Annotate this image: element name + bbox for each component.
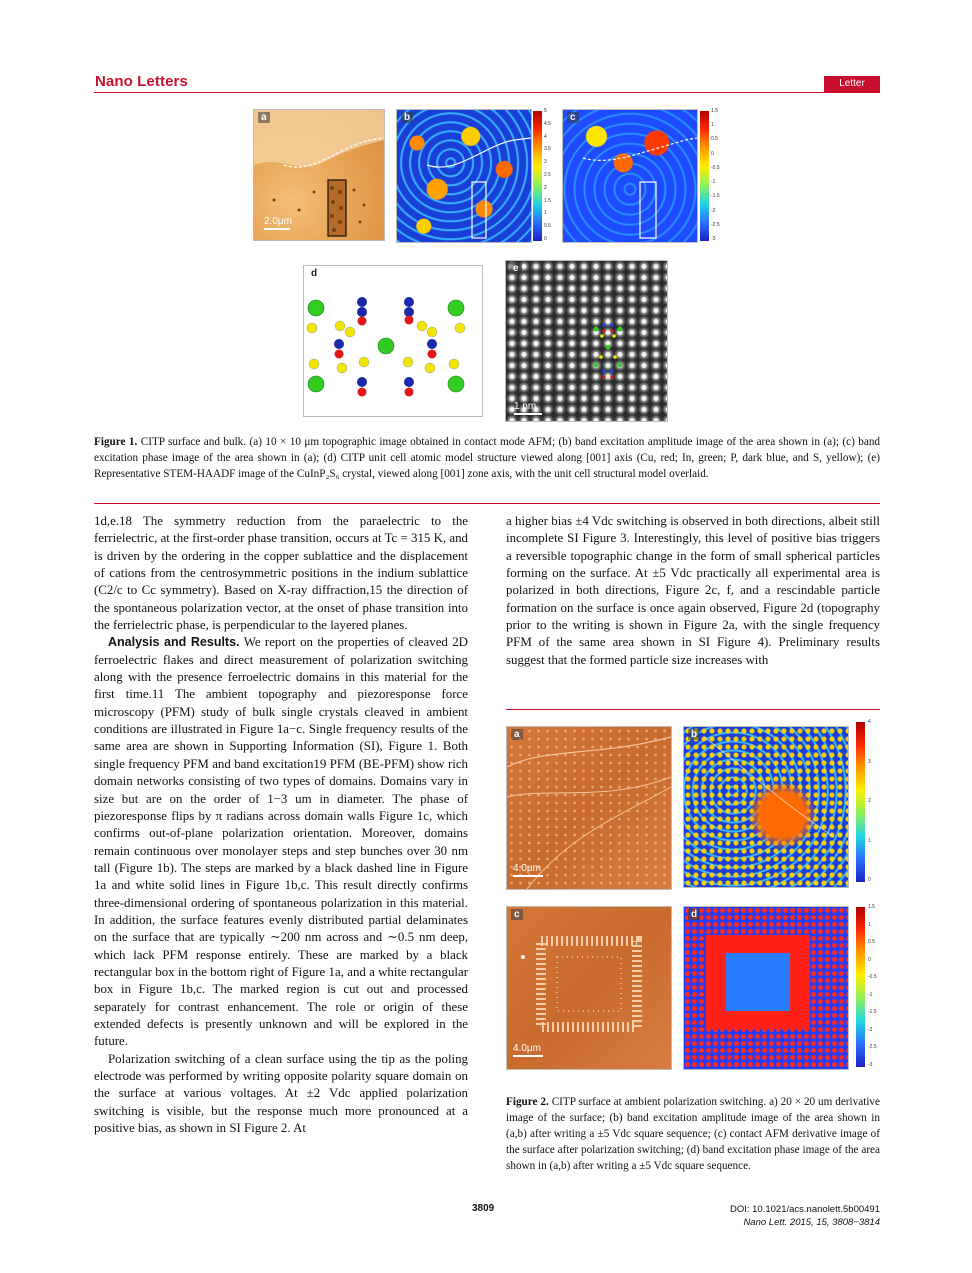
- figure1-panel-b-label: b: [401, 112, 413, 123]
- figure1-panel-e-scale-text: 1 nm: [514, 401, 537, 412]
- figure1-panel-b: [396, 109, 532, 243]
- article-type-badge: Letter: [824, 76, 880, 92]
- figure2-panel-c-scalebar: [513, 1043, 543, 1057]
- figure2-panel-d-colorbar-tick: -1: [868, 991, 873, 998]
- figure2-panel-b-label: b: [688, 729, 700, 740]
- citation-text: Nano Lett. 2015, 15, 3808−3814: [743, 1217, 880, 1228]
- figure2-panel-a-label: a: [511, 729, 523, 740]
- figure2-panel-d: [683, 906, 849, 1070]
- figure1-panel-b-colorbar: [533, 111, 542, 241]
- header-rule: [94, 92, 880, 93]
- figure1-panel-c-overlay: [563, 110, 697, 242]
- figure1-panel-c-label: c: [567, 112, 579, 123]
- figure1-panel-b-colorbar-tick: 3.5: [544, 146, 551, 153]
- figure1-caption-text: CITP surface and bulk. (a) 10 × 10 μm topographic image obtained in contact mode AFM; (b) band excitation amplitude image of the area shown in (a); (c) band excitation phase image of the area shown in (a); (d) CITP unit cell atomic model structure viewed along [001] axis (Cu, red; In, green; P, dark blue, and S, yellow); (e) Representative STEM-HAADF image of the CuInP₂S₆ crystal, viewed along [001] zone axis, with the unit cell structural model overlaid.: [94, 436, 881, 480]
- left-paragraph-3: Polarization switching of a clean surface using the tip as the poling electrode was performed by writing opposite polarity square domain on the surface at various voltages. At ±2 Vdc applied polarization switching is visible, but the response much more pronounced at a positive bias, as shown in SI Figure 2. At: [94, 1051, 468, 1136]
- figure2-panel-d-image: [684, 907, 848, 1069]
- figure1-panel-b-colorbar-tick: 1.5: [544, 197, 551, 204]
- figure1-panel-b-colorbar-tick: 0.5: [544, 223, 551, 230]
- figure2-panel-b-colorbar: [856, 722, 865, 882]
- figure2-panel-d-colorbar-ticks: [868, 904, 880, 1068]
- figure1-panel-c-colorbar-tick: 0.5: [711, 136, 718, 143]
- figure2-panel-b-overlay: [684, 727, 848, 887]
- figure2-panel-c: [506, 906, 672, 1070]
- footer-citation-block: [730, 1203, 880, 1229]
- figure1-panel-c-colorbar-tick: -0.5: [711, 164, 720, 171]
- figure1-panel-b-colorbar-tick: 2.5: [544, 172, 551, 178]
- figure2-panel-d-colorbar-tick: -2: [868, 1026, 873, 1033]
- figure2-caption-label: Figure 2.: [506, 1096, 549, 1108]
- left-paragraph-1: 1d,e.18 The symmetry reduction from the paraelectric to the ferrielectric, at the first-order phase transition, occurs at Tc = 315 K, and is driven by the ordering in the copper sublattice and the displacement of cations from the centrosymmetric positions in the indium sublattice (C2/c to Cc symmetry). Based on X-ray diffraction,15 the direction of the spontaneous polarization vector, at the onset of phase transition into the ferrielectric phase, is perpendicular to the layered planes.: [94, 514, 468, 633]
- figure2-panel-a-scale-text: 4.0μm: [513, 863, 541, 874]
- figure1-panel-b-colorbar-tick: 1: [544, 210, 547, 217]
- figure2-panel-d-colorbar-tick: -3: [868, 1062, 873, 1068]
- figure1-panel-c: [562, 109, 698, 243]
- figure1-panel-b-colorbar-tick: 3: [544, 159, 547, 166]
- figure1-panel-a-scalebar: [264, 216, 292, 230]
- figure2-panel-d-colorbar-tick: 0: [868, 956, 871, 963]
- figure1-panel-e: [505, 260, 668, 422]
- figure1-panel-c-colorbar-ticks: [711, 108, 727, 242]
- figure1-panel-c-colorbar-tick: -1.5: [711, 193, 720, 200]
- figure2-caption: [506, 1094, 880, 1174]
- figure2-caption-text: CITP surface at ambient polarization switching. a) 20 × 20 um derivative image of the surface; (b) band excitation amplitude image of the area shown in (a,b) after writing a ±5 Vdc square sequence; (c) contact AFM derivative image of the surface after polarization switching; (d) band excitation phase image of the area shown in (a,b) after writing a ±5 Vdc square sequence.: [506, 1096, 880, 1172]
- figure2-panel-a: [506, 726, 672, 890]
- figure1-panel-d-label: d: [308, 268, 320, 279]
- right-column: [506, 513, 880, 669]
- figure2-panel-b-colorbar-tick: 2: [868, 798, 871, 804]
- page-number: 3809: [472, 1203, 495, 1214]
- figure2-panel-a-scale-bar: [513, 875, 543, 877]
- figure2-panel-d-colorbar-tick: -0.5: [868, 974, 877, 981]
- figure1-panel-c-colorbar-tick: -2: [711, 207, 716, 214]
- figure1-panel-e-model-overlay: [506, 261, 667, 421]
- figure1-rule: [94, 503, 880, 504]
- figure2-panel-b: [683, 726, 849, 888]
- left-paragraph-2: We report on the properties of cleaved 2D ferroelectric flakes and direct measurement of polarization switching along with the presence ferroelectric domains in this material for the first time.11 The ambient topography and piezoresponse force microscopy (PFM) study of bulk single crystals cleaved in ambient conditions are illustrated in Figure 1a−c. Single frequency results of the same area are shown in Supporting Information (SI), Figure 1. Both single frequency PFM and band excitation19 PFM (BE-PFM) show rich domain networks consisting of two types of domains. Domains vary in size but are on the order of 1−3 um in diameter. The phase of piezoresponse flips by π radians across domain walls Figure 1c, which confirms out-of-plane polarization orientation. Moreover, domains remain continuous over monolayer steps and step bunches over 30 nm tall (Figure 1b). The steps are marked by a black dashed line in Figure 1a and white solid lines in Figure 1b,c. This result directly confirms three-dimensional ordering of spontaneous polarization in this material. In addition, the surface features evenly distributed partial delaminates on the surface that are typically ∼200 nm across and ∼0.5 nm deep, which lack PFM response entirely. These are marked by a black rectangular box in the bottom right of Figure 1a, and a white rectangular box in Figure 1b,c. The marked region is cut out and processed separately for contrast enhancement. The role or origin of these extended defects is presently unknown and will be explored in the future.: [94, 635, 468, 1049]
- figure1-panel-a-scale-text: 2.0μm: [264, 216, 292, 227]
- figure1-caption-label: Figure 1.: [94, 436, 138, 448]
- figure1-caption: [94, 434, 880, 482]
- figure1-panel-b-colorbar-tick: 4.5: [544, 120, 551, 127]
- figure1-panel-d-atomic-model: [304, 266, 482, 416]
- figure2-panel-a-scalebar: [513, 863, 543, 877]
- figure2-panel-c-scale-text: 4.0μm: [513, 1043, 541, 1054]
- figure2-panel-b-colorbar-tick: 3: [868, 758, 871, 765]
- figure2-panel-b-colorbar-ticks: [868, 719, 880, 883]
- figure2-panel-d-colorbar-tick: -1.5: [868, 1009, 877, 1016]
- figure1-panel-c-colorbar-tick: -1: [711, 179, 716, 186]
- figure2-panel-b-colorbar-tick: 1: [868, 837, 871, 844]
- figure1-panel-a-scale-bar: [264, 228, 290, 230]
- figure1-panel-d: [303, 265, 483, 417]
- figure1-panel-c-colorbar-tick: 1.5: [711, 108, 718, 114]
- figure2-panel-d-colorbar-tick: 1: [868, 921, 871, 928]
- section-heading: Analysis and Results.: [108, 635, 240, 650]
- figure2-panel-b-colorbar-tick: 0: [868, 877, 871, 883]
- figure2-panel-b-colorbar-tick: 4: [868, 719, 871, 725]
- figure1-panel-e-scale-bar: [514, 413, 542, 415]
- left-column: [94, 513, 468, 1137]
- figure1-panel-c-colorbar-tick: -2.5: [711, 221, 720, 228]
- figure2-panel-d-colorbar-tick: -2.5: [868, 1044, 877, 1051]
- figure1-panel-b-colorbar-ticks: [544, 108, 560, 242]
- figure2-top-rule: [506, 709, 880, 710]
- figure1-panel-b-colorbar-tick: 0: [544, 236, 547, 242]
- figure1-panel-c-colorbar-tick: 0: [711, 150, 714, 157]
- figure1-panel-c-colorbar-tick: -3: [711, 236, 716, 242]
- figure2-panel-d-label: d: [688, 909, 700, 920]
- figure1-panel-a-label: a: [258, 112, 270, 123]
- figure1-panel-c-colorbar: [700, 111, 709, 241]
- figure1-panel-a: [253, 109, 385, 241]
- figure2-panel-d-colorbar: [856, 907, 865, 1067]
- right-paragraph-1: a higher bias ±4 Vdc switching is observed in both directions, albeit still incomplete SI Figure 3. Interestingly, this level of positive bias triggers a reversible topographic change in the form of small spherical particles forming on the surface. At ±5 Vdc practically all experimental area is polarized in both directions, Figure 2c, f, and a rescindable particle formation on the surface is once again observed, Figure 2d (topography prior to the writing is shown in Figure 2a, with the single frequency PFM of the same area shown in SI Figure 4). Preliminary results suggest that the formed particle size increases with: [506, 514, 880, 667]
- doi-text: DOI: 10.1021/acs.nanolett.5b00491: [729, 1204, 880, 1215]
- figure1-panel-b-colorbar-tick: 4: [544, 133, 547, 140]
- figure1-panel-b-colorbar-tick: 5: [544, 108, 547, 114]
- figure1-panel-e-label: e: [510, 263, 522, 274]
- figure2-panel-c-label: c: [511, 909, 523, 920]
- figure2-panel-d-colorbar-tick: 1.5: [868, 904, 875, 910]
- figure1-panel-e-scalebar: [514, 401, 542, 415]
- figure2-panel-d-colorbar-tick: 0.5: [868, 939, 875, 946]
- figure1-panel-b-colorbar-tick: 2: [544, 184, 547, 191]
- figure2-panel-c-scale-bar: [513, 1055, 543, 1057]
- figure1-panel-c-colorbar-tick: 1: [711, 122, 714, 129]
- journal-name: Nano Letters: [95, 73, 188, 90]
- figure1-panel-b-overlay: [397, 110, 531, 242]
